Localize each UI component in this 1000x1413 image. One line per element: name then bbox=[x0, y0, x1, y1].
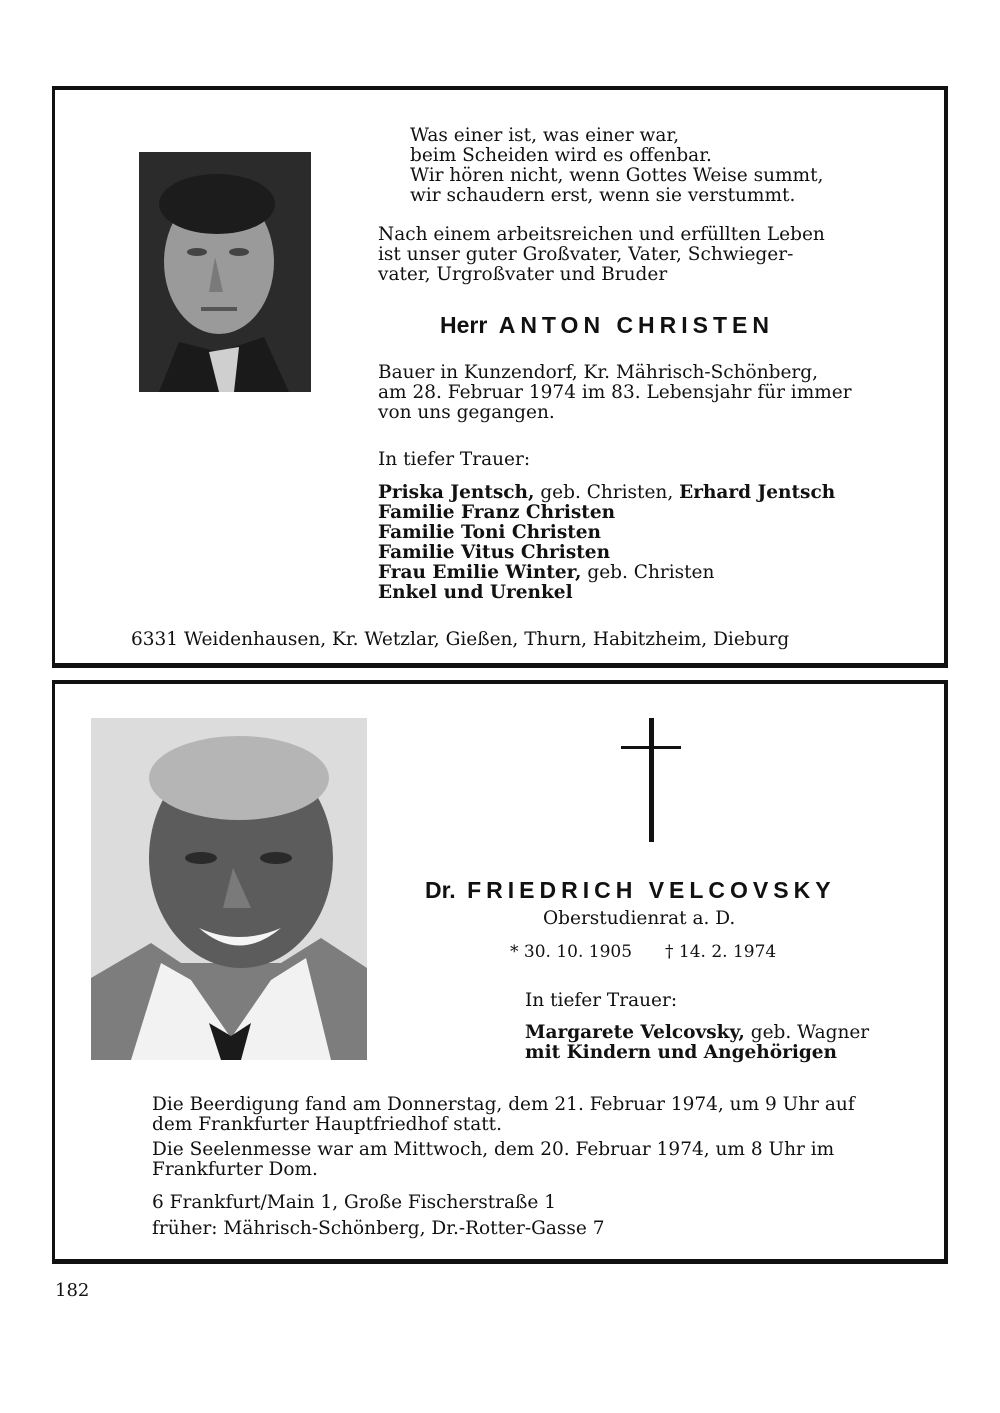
mourner-line: Familie Franz Christen bbox=[378, 502, 616, 523]
name-prefix: Dr. bbox=[425, 877, 456, 903]
poem-line: beim Scheiden wird es offenbar. bbox=[410, 145, 712, 166]
mourner-line bbox=[378, 563, 714, 583]
address-line: 6331 Weidenhausen, Kr. Wetzlar, Gießen, Thurn, Habitzheim, Dieburg bbox=[131, 629, 790, 650]
poem-line: Was einer ist, was einer war, bbox=[410, 125, 680, 146]
intro-line: vater, Urgroßvater und Bruder bbox=[378, 264, 668, 285]
intro-line: ist unser guter Großvater, Vater, Schwieger- bbox=[378, 244, 794, 265]
detail-line: am 28. Februar 1974 im 83. Lebensjahr für immer bbox=[378, 382, 852, 403]
obituary-notice-christen bbox=[52, 86, 948, 668]
poem-line: wir schaudern erst, wenn sie verstummt. bbox=[410, 185, 796, 206]
funeral-line: Die Seelenmesse war am Mittwoch, dem 20. Februar 1974, um 8 Uhr im bbox=[152, 1139, 835, 1160]
page-number: 182 bbox=[55, 1280, 90, 1301]
name-text: ANTON CHRISTEN bbox=[498, 312, 775, 338]
funeral-line: Frankfurter Dom. bbox=[152, 1159, 318, 1180]
mourner-note: geb. Christen, bbox=[540, 482, 674, 503]
mourner-line: Enkel und Urenkel bbox=[378, 582, 573, 603]
mourner-note: geb. Christen bbox=[587, 562, 715, 583]
detail-line: Bauer in Kunzendorf, Kr. Mährisch-Schönberg, bbox=[378, 362, 818, 383]
obituary-notice-velcovsky bbox=[52, 680, 948, 1264]
address-line: 6 Frankfurt/Main 1, Große Fischerstraße 1 bbox=[152, 1192, 556, 1213]
deceased-name bbox=[440, 312, 774, 338]
mourner-line: Familie Toni Christen bbox=[378, 522, 602, 543]
detail-line: von uns gegangen. bbox=[378, 402, 555, 423]
funeral-line: Die Beerdigung fand am Donnerstag, dem 21. Februar 1974, um 9 Uhr auf bbox=[152, 1094, 855, 1115]
mourner-name: Frau Emilie Winter, bbox=[378, 562, 582, 583]
mourning-label: In tiefer Trauer: bbox=[378, 449, 531, 470]
mourning-label: In tiefer Trauer: bbox=[525, 990, 678, 1011]
mourner-line: Familie Vitus Christen bbox=[378, 542, 611, 563]
mourner-name: Margarete Velcovsky, bbox=[525, 1022, 745, 1043]
mourner-line bbox=[378, 483, 835, 503]
deceased-name bbox=[425, 876, 836, 904]
mourner-name: Priska Jentsch, bbox=[378, 482, 535, 503]
birth-date: * 30. 10. 1905 bbox=[510, 942, 633, 962]
address-line: früher: Mährisch-Schönberg, Dr.-Rotter-Gasse 7 bbox=[152, 1218, 605, 1239]
academic-title: Oberstudienrat a. D. bbox=[543, 908, 736, 929]
mourner-line: mit Kindern und Angehörigen bbox=[525, 1042, 837, 1063]
death-date: † 14. 2. 1974 bbox=[665, 942, 777, 962]
name-prefix: Herr bbox=[440, 312, 488, 338]
mourner-line bbox=[525, 1023, 869, 1043]
funeral-line: dem Frankfurter Hauptfriedhof statt. bbox=[152, 1114, 503, 1135]
cross-icon bbox=[621, 718, 681, 842]
portrait-photo-anton-christen bbox=[139, 152, 311, 392]
intro-line: Nach einem arbeitsreichen und erfüllten Leben bbox=[378, 224, 825, 245]
portrait-photo-friedrich-velcovsky bbox=[91, 718, 367, 1060]
mourner-note: geb. Wagner bbox=[750, 1022, 870, 1043]
poem-line: Wir hören nicht, wenn Gottes Weise summt, bbox=[410, 165, 824, 186]
name-text: FRIEDRICH VELCOVSKY bbox=[467, 877, 836, 903]
mourner-name: Erhard Jentsch bbox=[679, 482, 836, 503]
